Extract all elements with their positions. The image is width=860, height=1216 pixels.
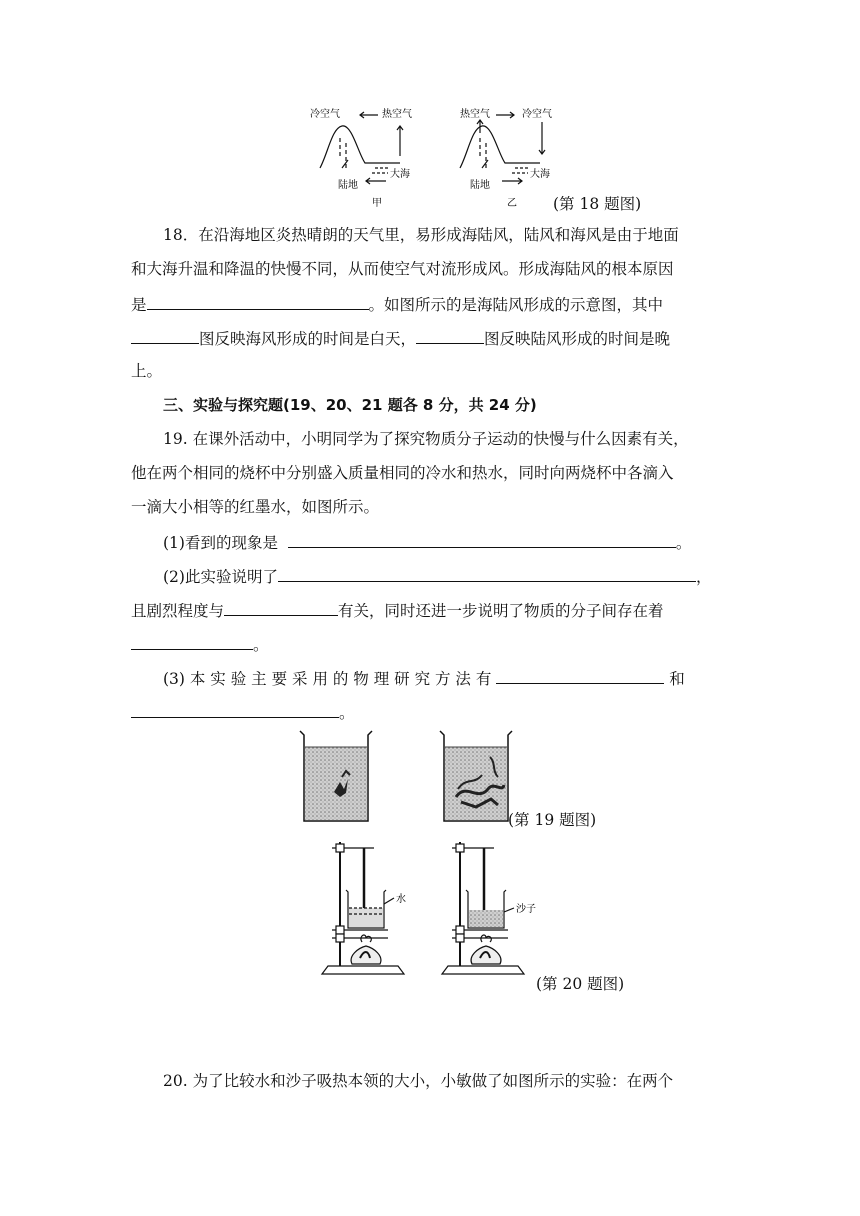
- fig18-jia-top-left: 冷空气: [310, 109, 340, 120]
- figure-20-caption: (第 20 题图): [536, 975, 625, 993]
- fig18-jia-label: 甲: [372, 198, 382, 209]
- q19-blank-method1[interactable]: [496, 667, 664, 684]
- beaker-cold: [300, 731, 372, 821]
- q19-part3-suffix: 有关，同时还进一步说明了物质的分子间存在着: [338, 602, 664, 620]
- q19-line2: 他在两个相同的烧杯中分别盛入质量相同的冷水和热水，同时向两烧杯中各滴入: [131, 464, 674, 482]
- q19-part1-prefix: (1)看到的现象是: [163, 534, 278, 552]
- q19-part5-suffix: 和: [669, 670, 685, 688]
- fig18-jia-bottom-right: 大海: [390, 169, 410, 180]
- q19-part3-end: [131, 701, 731, 723]
- fig18-yi-label: 乙: [507, 198, 517, 209]
- q19-blank-gap[interactable]: [131, 633, 253, 650]
- q19-part2-suffix: ，: [695, 568, 712, 586]
- q18-line3-prefix: 是: [131, 296, 147, 314]
- q19-line1: 19. 在课外活动中，小明同学为了探究物质分子运动的快慢与什么因素有关，: [163, 430, 689, 448]
- q19-part3-prefix: 且剧烈程度与: [131, 602, 225, 620]
- q19-part2-end: [131, 633, 731, 655]
- figure-18: [310, 98, 560, 213]
- q18-blank-night[interactable]: [416, 327, 484, 344]
- q19-blank-degree[interactable]: [224, 599, 338, 616]
- beaker-hot: [440, 731, 512, 821]
- q18-line4-mid: 图反映海风形成的时间是白天，: [199, 330, 417, 348]
- fig18-yi-bottom-left: 陆地: [470, 180, 490, 191]
- fig18-yi-bottom-right: 大海: [530, 169, 550, 180]
- fig18-yi-top-left: 热空气: [460, 109, 490, 120]
- apparatus-sand: [442, 842, 524, 974]
- q18-blank-reason[interactable]: [147, 293, 369, 310]
- q19-blank-phenomenon[interactable]: [288, 531, 676, 548]
- q20-line1: 20. 为了比较水和沙子吸热本领的大小，小敏做了如图所示的实验：在两个: [163, 1072, 674, 1090]
- q18-blank-day[interactable]: [131, 327, 199, 344]
- apparatus-water: [322, 842, 404, 974]
- q18-line3-suffix: 。如图所示的是海陆风形成的示意图，其中: [368, 296, 664, 314]
- fig18-jia-top-right: 热空气: [382, 109, 412, 120]
- section-3-title: 三、实验与探究题(19、20、21 题各 8 分，共 24 分): [163, 396, 537, 414]
- figure-19-diagram: [296, 727, 516, 827]
- figure-18-diagram: [310, 98, 560, 213]
- fig20-sand-label: 沙子: [516, 904, 536, 915]
- q19-part1: [163, 531, 763, 553]
- q19-part6-suffix: 。: [339, 704, 355, 722]
- q18-line2: 和大海升温和降温的快慢不同，从而使空气对流形成风。形成海陆风的根本原因: [131, 260, 674, 278]
- figure-20: [318, 838, 558, 978]
- q19-part2-cont: [131, 599, 731, 621]
- q19-part2: [163, 565, 763, 587]
- figure-19-caption: (第 19 题图): [508, 811, 597, 829]
- figure-19: [296, 727, 516, 827]
- q19-blank-conclusion[interactable]: [278, 565, 696, 582]
- figure-18-caption: (第 18 题图): [553, 195, 642, 213]
- q19-blank-method2[interactable]: [131, 701, 339, 718]
- q19-part5-prefix: (3) 本 实 验 主 要 采 用 的 物 理 研 究 方 法 有: [163, 670, 492, 688]
- q19-part3: [163, 667, 763, 689]
- q18-line5: 上。: [131, 362, 163, 380]
- q18-line4: [131, 327, 731, 349]
- fig18-yi-top-right: 冷空气: [522, 109, 552, 120]
- q18-line1: 18．在沿海地区炎热晴朗的天气里，易形成海陆风，陆风和海风是由于地面: [163, 226, 679, 244]
- q19-part1-suffix: 。: [675, 534, 692, 552]
- q19-part2-prefix: (2)此实验说明了: [163, 568, 278, 586]
- q18-line4-suffix: 图反映陆风形成的时间是晚: [484, 330, 671, 348]
- fig20-water-label: 水: [396, 894, 406, 905]
- figure-20-diagram: [318, 838, 558, 978]
- q19-part4-suffix: 。: [253, 636, 269, 654]
- q19-line3: 一滴大小相等的红墨水，如图所示。: [131, 498, 380, 516]
- fig18-jia-bottom-left: 陆地: [338, 180, 358, 191]
- q18-line3: [131, 293, 731, 315]
